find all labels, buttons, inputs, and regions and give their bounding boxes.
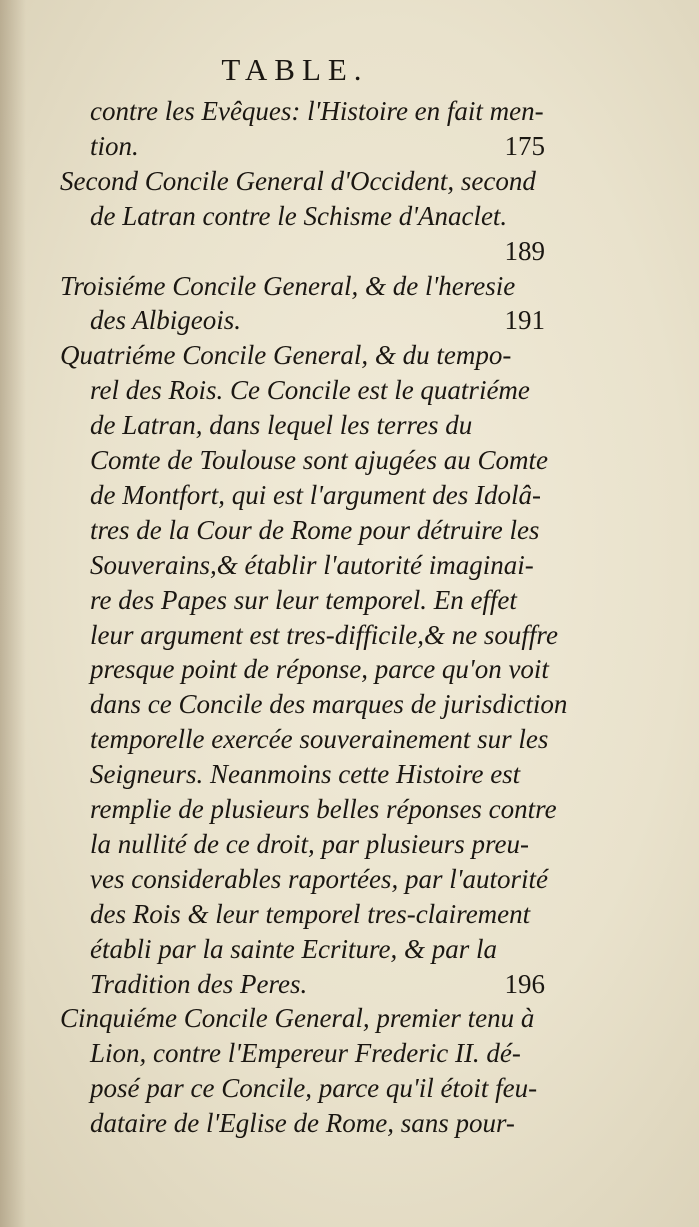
toc-line-text: temporelle exercée souverainement sur les	[90, 724, 549, 755]
toc-line-text: tres de la Cour de Rome pour détruire les	[90, 514, 540, 545]
toc-line-text: Lion, contre l'Empereur Frederic II. dé-	[90, 1038, 521, 1069]
toc-page-number: 196	[504, 968, 545, 999]
toc-line	[0, 1103, 545, 1143]
toc-line-text: remplie de plusieurs belles réponses contre	[90, 794, 557, 824]
toc-line-text: dans ce Concile des marques de jurisdiction	[90, 689, 568, 720]
toc-line-text: des Rois & leur temporel tres-clairement	[90, 898, 531, 929]
toc-line-text: tion.	[90, 130, 139, 161]
toc-page-number: 175	[504, 130, 545, 161]
toc-line-text: des Albigeois.	[90, 305, 241, 336]
toc-line-text: Troisiéme Concile General, & de l'heresie	[60, 270, 516, 301]
toc-line-text: Quatriéme Concile General, & du tempo-	[60, 340, 512, 371]
toc-line-text: posé par ce Concile, parce qu'il étoit feu-	[90, 1073, 538, 1104]
page-title: TABLE.	[221, 52, 369, 87]
toc-line-text: de Latran contre le Schisme d'Anaclet.	[90, 200, 508, 231]
toc-line-text: Souverains,& établir l'autorité imaginai-	[90, 549, 534, 580]
toc-line-text: re des Papes sur leur temporel. En effet	[90, 584, 517, 615]
toc-line-text: Cinquiéme Concile General, premier tenu à	[60, 1003, 535, 1034]
toc-line-text: Comte de Toulouse sont ajugées au Comte	[90, 445, 548, 475]
toc-line-text: contre les Evêques: l'Histoire en fait men-	[90, 96, 544, 126]
toc-page-number: 189	[504, 235, 545, 266]
toc-line-text: de Montfort, qui est l'argument des Idolâ-	[90, 479, 541, 510]
toc-line-text: Tradition des Peres.	[90, 968, 308, 999]
toc-line-text: presque point de réponse, parce qu'on voit	[90, 654, 549, 685]
toc-page-number: 191	[504, 305, 545, 336]
toc-line-text: leur argument est tres-difficile,& ne souffre	[90, 619, 558, 650]
toc-line-text: la nullité de ce droit, par plusieurs preu-	[90, 828, 529, 859]
toc-line-text: Second Concile General d'Occident, second	[60, 165, 536, 196]
toc-line-text: ves considerables raportées, par l'autorité	[90, 863, 548, 894]
toc-line-text: de Latran, dans lequel les terres du	[90, 410, 473, 441]
toc-line-text: rel des Rois. Ce Concile est le quatriéme	[90, 375, 530, 406]
toc-line-text: Seigneurs. Neanmoins cette Histoire est	[90, 759, 521, 790]
toc-line-text: établi par la sainte Ecriture, & par la	[90, 933, 497, 964]
toc-line-text: dataire de l'Eglise de Rome, sans pour-	[90, 1108, 515, 1139]
